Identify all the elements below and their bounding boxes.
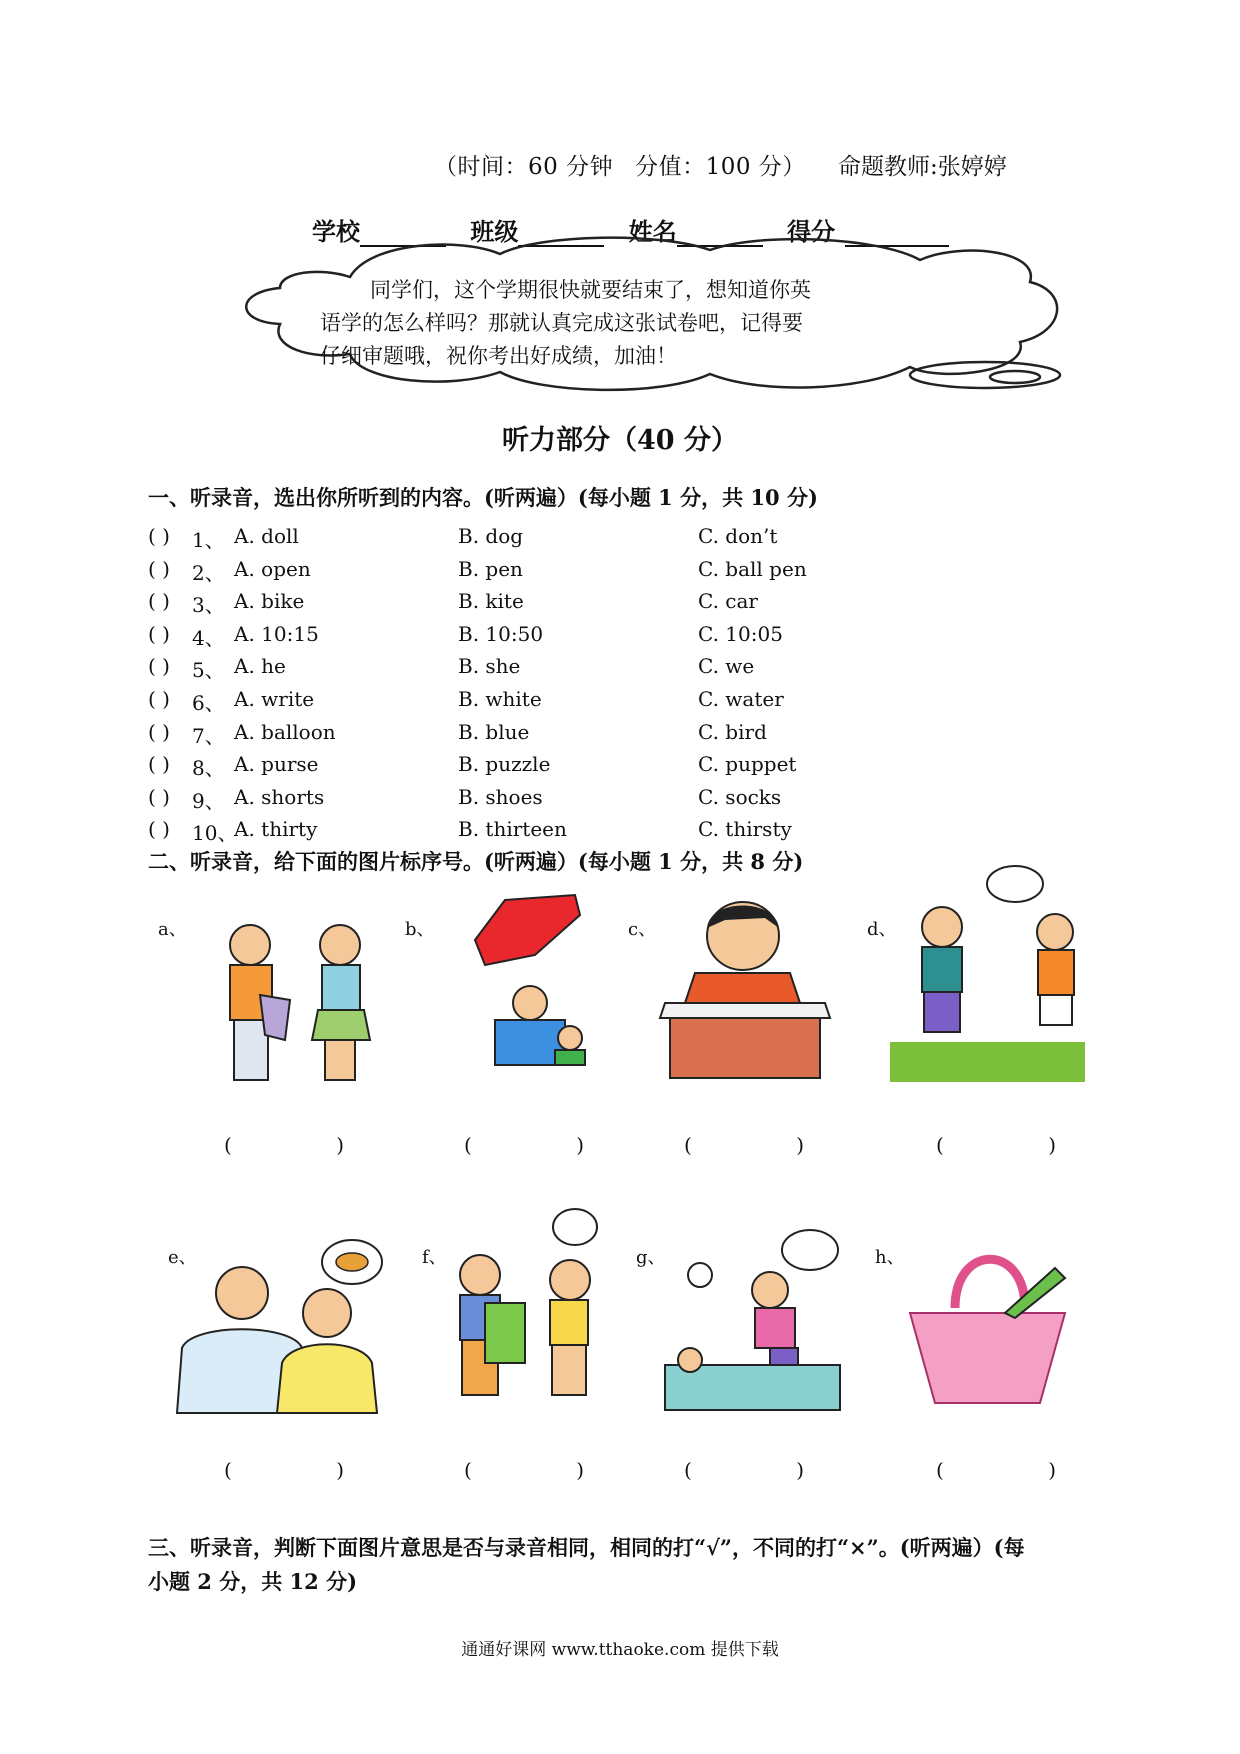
- question-number: 9、: [192, 788, 225, 813]
- answer-paren[interactable]: ( ): [148, 654, 170, 679]
- option-c: C. we: [698, 654, 755, 679]
- option-c: C. bird: [698, 719, 767, 744]
- exam-meta: [434, 148, 806, 181]
- answer-parens-a[interactable]: ( ): [224, 1133, 344, 1157]
- option-c: C. car: [698, 589, 758, 614]
- picture-a: [190, 905, 390, 1095]
- picture-label-e: e、: [168, 1247, 197, 1268]
- part3-heading-line1: 三、听录音，判断下面图片意思是否与录音相同，相同的打“√”，不同的打“×”。(听两遍）(每: [148, 1535, 1025, 1560]
- score-label: 分值：100 分）: [635, 154, 806, 180]
- picture-c: [655, 888, 835, 1088]
- option-c: C. ball pen: [698, 556, 807, 581]
- answer-parens-g[interactable]: ( ): [684, 1458, 804, 1482]
- option-b: B. shoes: [458, 784, 543, 809]
- option-b: B. dog: [458, 524, 524, 548]
- field-name-label: 姓名: [628, 217, 677, 246]
- option-a: A. purse: [234, 752, 319, 777]
- field-score-label: 得分: [787, 217, 836, 246]
- picture-label-f: f、: [422, 1247, 447, 1268]
- option-c: C. don’t: [698, 524, 778, 548]
- option-b: B. thirteen: [458, 817, 567, 842]
- cloud-message: [320, 274, 880, 373]
- picture-d: [890, 862, 1090, 1092]
- answer-parens-c[interactable]: ( ): [684, 1133, 804, 1157]
- time-label: （时间：60 分钟: [434, 154, 614, 180]
- option-a: A. open: [234, 556, 311, 581]
- option-a: A. bike: [234, 589, 305, 614]
- answer-parens-b[interactable]: ( ): [464, 1133, 584, 1157]
- answer-paren[interactable]: ( ): [148, 752, 170, 777]
- option-b: B. pen: [458, 556, 523, 581]
- question-number: 6、: [192, 691, 225, 715]
- part3-heading-line2: 小题 2 分，共 12 分): [148, 1569, 358, 1594]
- answer-paren[interactable]: ( ): [148, 589, 170, 614]
- answer-parens-d[interactable]: ( ): [936, 1133, 1056, 1157]
- picture-label-b: b、: [405, 919, 435, 940]
- option-a: A. 10:15: [234, 621, 319, 646]
- answer-paren[interactable]: ( ): [148, 524, 170, 548]
- part1-heading: 一、听录音，选出你所听到的内容。(听两遍）(每小题 1 分，共 10 分): [148, 485, 818, 510]
- option-c: C. thirsty: [698, 817, 792, 842]
- option-a: A. he: [234, 654, 286, 679]
- option-a: A. write: [234, 687, 315, 711]
- picture-f: [440, 1205, 620, 1415]
- answer-paren[interactable]: ( ): [148, 719, 170, 744]
- option-c: C. puppet: [698, 752, 797, 777]
- answer-parens-f[interactable]: ( ): [464, 1458, 584, 1482]
- picture-g: [660, 1225, 850, 1420]
- cloud-tail-small: [990, 371, 1040, 383]
- option-b: B. she: [458, 654, 521, 679]
- picture-label-g: g、: [636, 1247, 666, 1268]
- option-b: B. blue: [458, 719, 530, 744]
- option-c: C. water: [698, 687, 784, 711]
- option-b: B. 10:50: [458, 621, 544, 646]
- answer-parens-h[interactable]: ( ): [936, 1458, 1056, 1482]
- option-c: C. socks: [698, 784, 782, 809]
- question-number: 4、: [192, 625, 225, 650]
- option-a: A. doll: [234, 524, 299, 548]
- footer: 通通好课网 www.tthaoke.com 提供下载: [461, 1640, 779, 1660]
- question-number: 10、: [192, 821, 238, 846]
- option-c: C. 10:05: [698, 621, 783, 646]
- option-b: B. white: [458, 687, 542, 711]
- cloud-line: 语学的怎么样吗？那就认真完成这张试卷吧，记得要: [320, 311, 803, 335]
- picture-label-a: a、: [158, 919, 187, 940]
- answer-paren[interactable]: ( ): [148, 817, 170, 842]
- field-school-label: 学校: [312, 217, 360, 246]
- answer-paren[interactable]: ( ): [148, 784, 170, 809]
- picture-label-d: d、: [867, 919, 897, 940]
- question-number: 2、: [192, 560, 225, 585]
- question-number: 5、: [192, 658, 225, 683]
- answer-parens-e[interactable]: ( ): [224, 1458, 344, 1482]
- picture-h: [905, 1238, 1075, 1408]
- picture-label-c: c、: [628, 919, 657, 940]
- picture-b: [435, 880, 595, 1090]
- answer-paren[interactable]: ( ): [148, 556, 170, 581]
- option-a: A. balloon: [234, 719, 336, 744]
- teacher-name: 命题教师:张婷婷: [838, 154, 1007, 180]
- question-number: 1、: [192, 528, 225, 552]
- question-number: 8、: [192, 756, 225, 781]
- cloud-line: 仔细审题哦，祝你考出好成绩，加油！: [320, 344, 677, 368]
- picture-e: [162, 1238, 392, 1418]
- part2-heading: 二、听录音，给下面的图片标序号。(听两遍）(每小题 1 分，共 8 分): [148, 849, 804, 874]
- answer-paren[interactable]: ( ): [148, 687, 170, 711]
- section-title: 听力部分（40 分）: [502, 425, 738, 456]
- question-number: 3、: [192, 593, 225, 618]
- option-a: A. thirty: [234, 817, 318, 842]
- answer-paren[interactable]: ( ): [148, 621, 170, 646]
- option-b: B. puzzle: [458, 752, 551, 777]
- field-class-label: 班级: [470, 217, 519, 246]
- option-b: B. kite: [458, 589, 524, 614]
- picture-label-h: h、: [875, 1247, 905, 1268]
- cloud-line: 同学们，这个学期很快就要结束了，想知道你英: [370, 278, 811, 302]
- question-number: 7、: [192, 723, 225, 748]
- option-a: A. shorts: [234, 784, 325, 809]
